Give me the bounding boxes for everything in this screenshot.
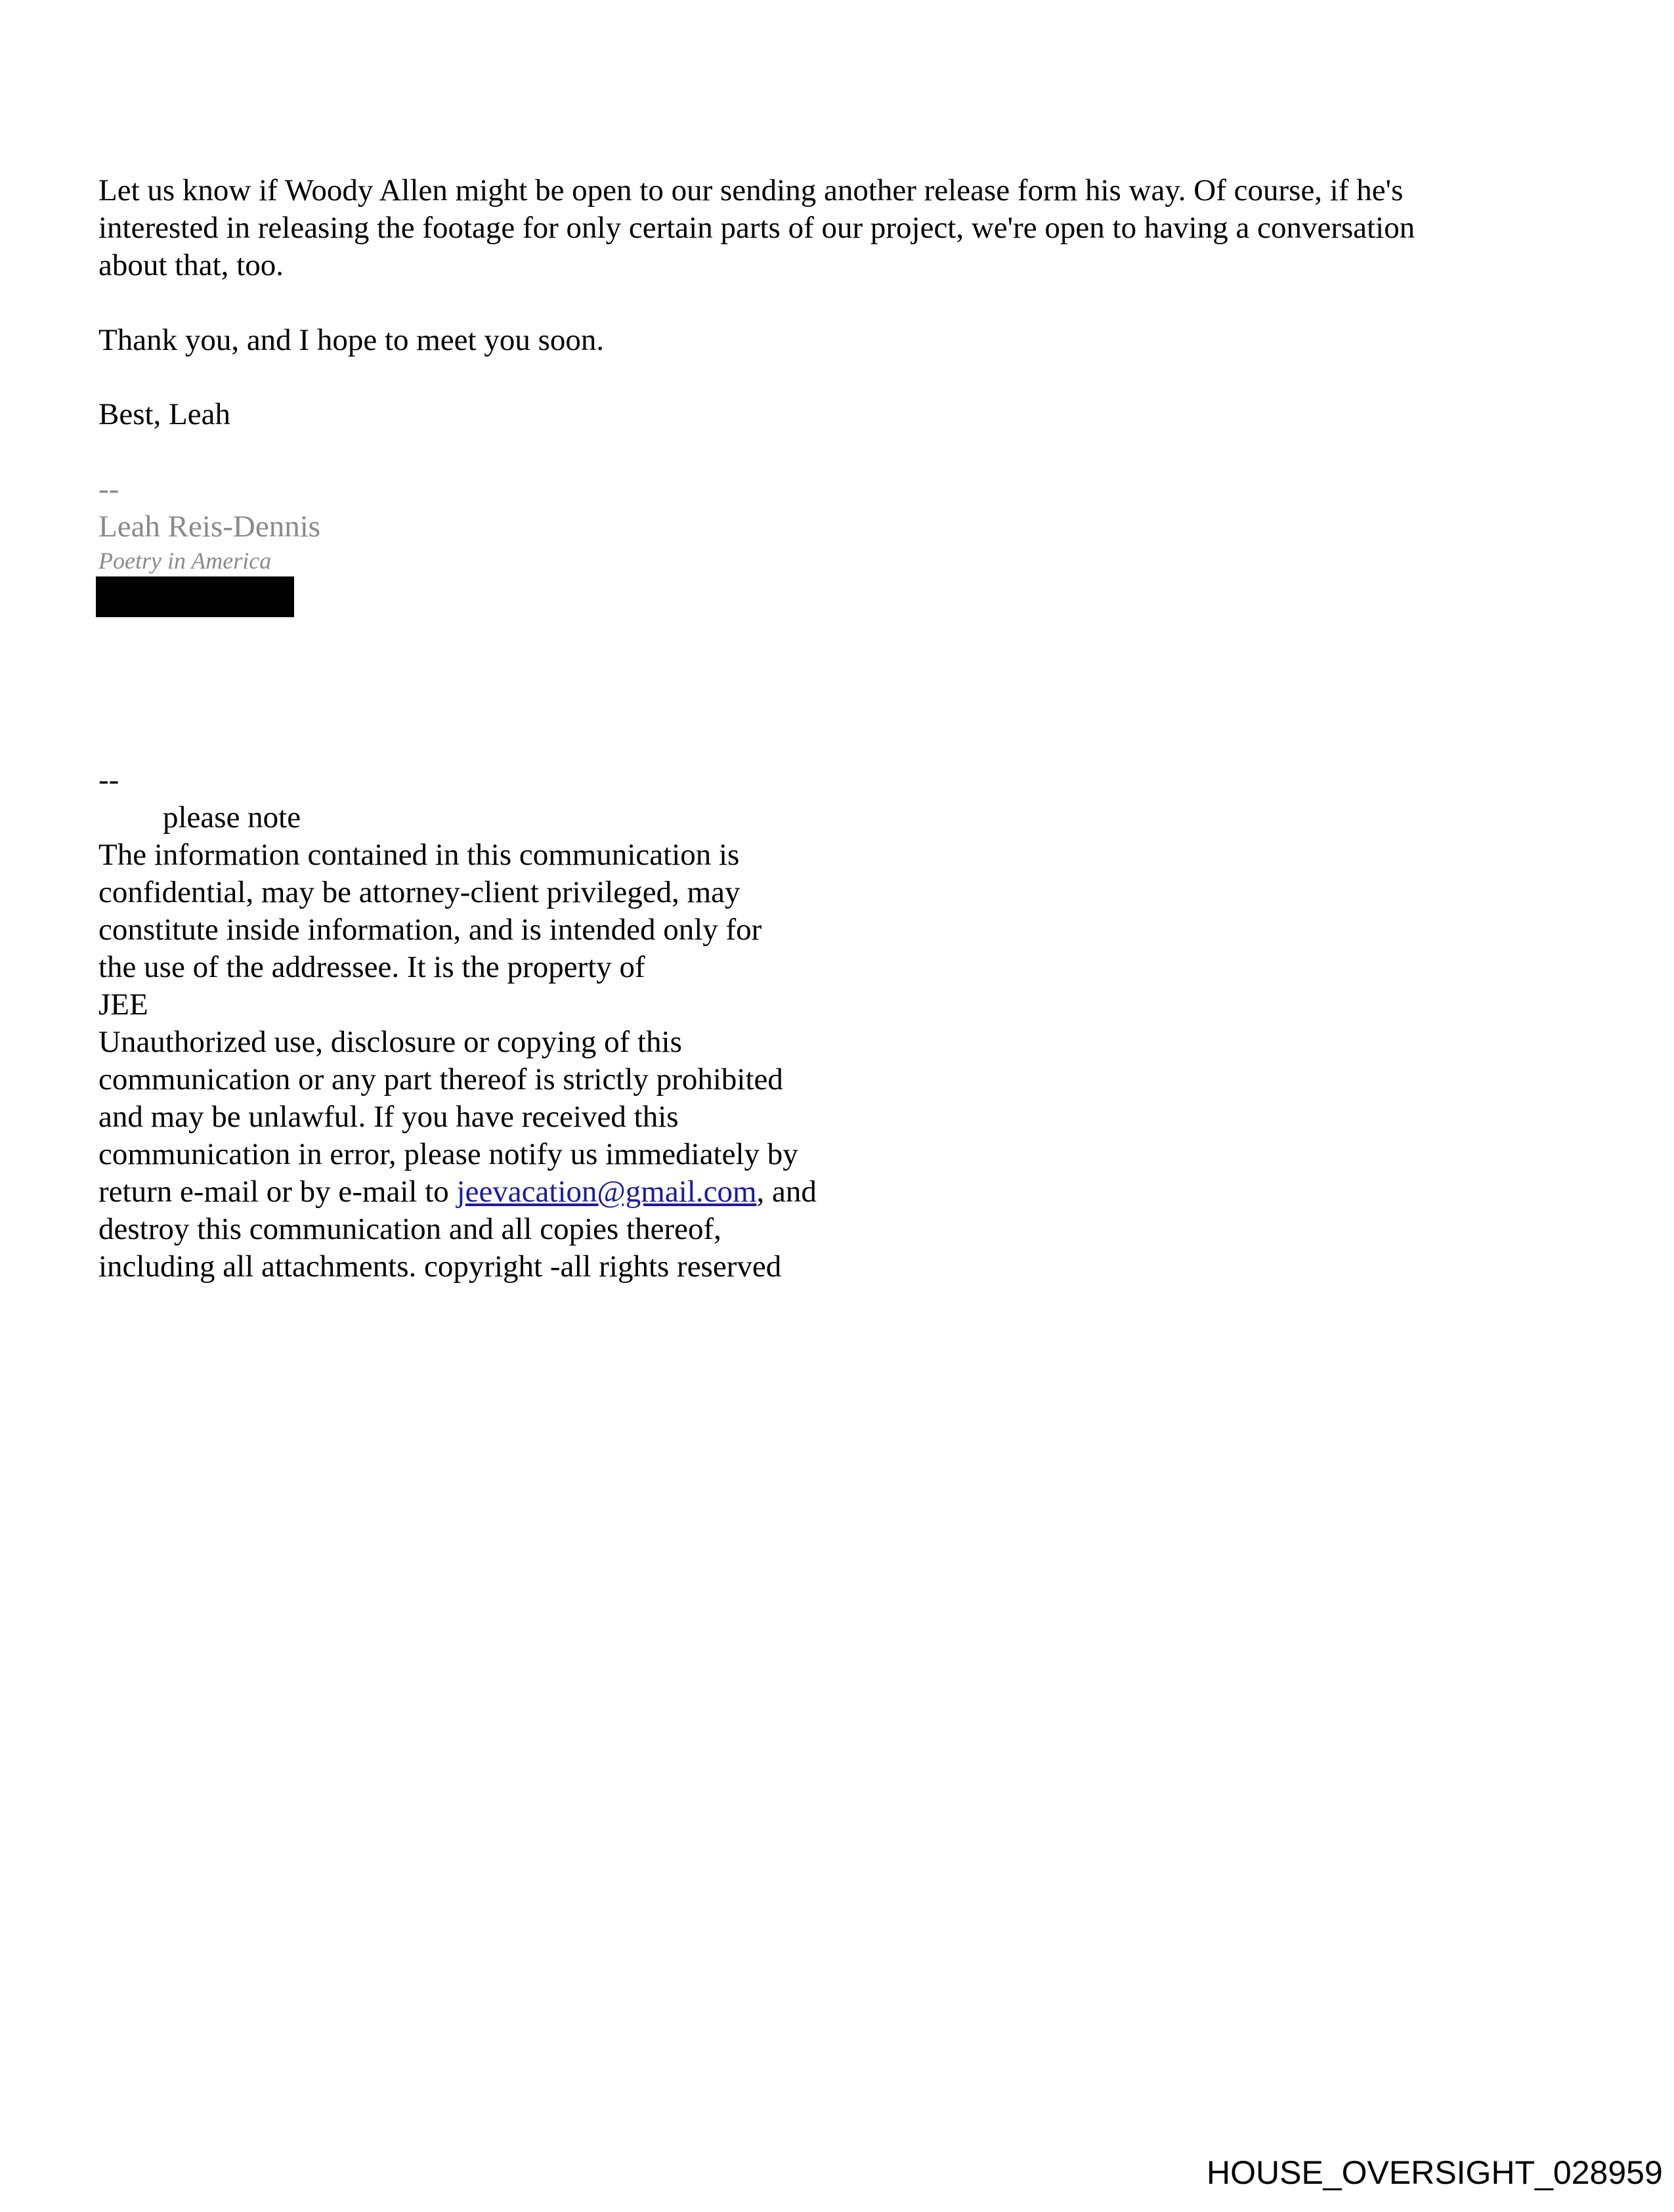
disclaimer-line: destroy this communication and all copies thereof, bbox=[98, 1212, 721, 1246]
disclaimer-line: the use of the addressee. It is the property of bbox=[98, 950, 645, 984]
closing-line: Best, Leah bbox=[98, 397, 230, 431]
disclaimer-separator: -- bbox=[98, 763, 119, 797]
redaction-box bbox=[96, 576, 294, 617]
disclaimer-heading: please note bbox=[163, 800, 301, 835]
body-paragraph-line: Let us know if Woody Allen might be open to our sending another release form his way. Of course, if he's bbox=[98, 173, 1404, 207]
disclaimer-line: constitute inside information, and is intended only for bbox=[98, 913, 762, 947]
email-line-prefix: return e-mail or by e-mail to bbox=[98, 1175, 457, 1209]
email-line-suffix: , and bbox=[756, 1175, 817, 1209]
signature-organization: Poetry in America bbox=[98, 548, 272, 574]
bates-number: HOUSE_OVERSIGHT_028959 bbox=[1207, 2154, 1663, 2191]
disclaimer-line: Unauthorized use, disclosure or copying of this bbox=[98, 1025, 682, 1059]
disclaimer-line: The information contained in this communication is bbox=[98, 838, 740, 872]
disclaimer-line: including all attachments. copyright -all rights reserved bbox=[98, 1249, 782, 1284]
signature-name: Leah Reis-Dennis bbox=[98, 510, 321, 544]
disclaimer-email-line bbox=[98, 1173, 817, 1211]
thanks-line: Thank you, and I hope to meet you soon. bbox=[98, 323, 605, 357]
body-paragraph-line: interested in releasing the footage for only certain parts of our project, we're open to having a conversation bbox=[98, 211, 1415, 245]
body-paragraph-line: about that, too. bbox=[98, 248, 284, 282]
disclaimer-line: confidential, may be attorney-client privileged, may bbox=[98, 875, 740, 909]
signature-separator: -- bbox=[98, 472, 119, 506]
email-link[interactable]: jeevacation@gmail.com bbox=[456, 1175, 757, 1209]
disclaimer-line: JEE bbox=[98, 987, 148, 1022]
disclaimer-line: communication or any part thereof is strictly prohibited bbox=[98, 1062, 783, 1096]
disclaimer-line: and may be unlawful. If you have received this bbox=[98, 1100, 679, 1134]
disclaimer-line: communication in error, please notify us immediately by bbox=[98, 1137, 798, 1171]
